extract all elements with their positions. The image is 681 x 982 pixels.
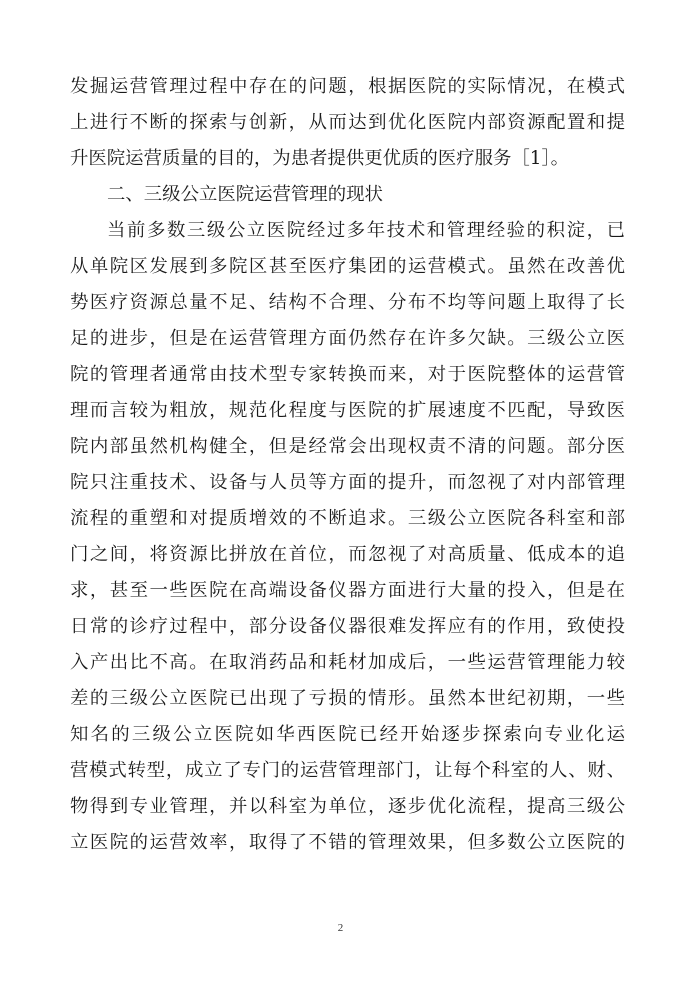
body-text-line: 知名的三级公立医院如华西医院已经开始逐步探索向专业化运 bbox=[70, 724, 625, 745]
page-number: 2 bbox=[337, 922, 344, 934]
body-text-line: 门之间，将资源比拼放在首位，而忽视了对高质量、低成本的追 bbox=[70, 544, 625, 565]
paragraph-first-line: 当前多数三级公立医院经过多年技术和管理经验的积淀，已 bbox=[107, 220, 625, 241]
body-text-line: 日常的诊疗过程中，部分设备仪器很难发挥应有的作用，致使投 bbox=[70, 616, 625, 637]
body-text-line: 势医疗资源总量不足、结构不合理、分布不均等问题上取得了长 bbox=[70, 292, 625, 313]
body-text-line: 营模式转型，成立了专门的运营管理部门，让每个科室的人、财、 bbox=[70, 760, 625, 781]
body-text-line: 升医院运营质量的目的，为患者提供更优质的医疗服务［1］。 bbox=[70, 148, 570, 169]
body-text-line: 理而言较为粗放，规范化程度与医院的扩展速度不匹配，导致医 bbox=[70, 400, 625, 421]
body-text-line: 从单院区发展到多院区甚至医疗集团的运营模式。虽然在改善优 bbox=[70, 256, 625, 277]
body-text-line: 院的管理者通常由技术型专家转换而来，对于医院整体的运营管 bbox=[70, 364, 625, 385]
body-text-line: 流程的重塑和对提质增效的不断追求。三级公立医院各科室和部 bbox=[70, 508, 625, 529]
body-text-line: 物得到专业管理，并以科室为单位，逐步优化流程，提高三级公 bbox=[70, 796, 625, 817]
section-heading: 二、三级公立医院运营管理的现状 bbox=[107, 184, 383, 205]
body-text-line: 院只注重技术、设备与人员等方面的提升，而忽视了对内部管理 bbox=[70, 472, 625, 493]
body-text-line: 足的进步，但是在运营管理方面仍然存在许多欠缺。三级公立医 bbox=[70, 328, 625, 349]
body-text-line: 差的三级公立医院已出现了亏损的情形。虽然本世纪初期，一些 bbox=[70, 688, 625, 709]
body-text-line: 上进行不断的探索与创新，从而达到优化医院内部资源配置和提 bbox=[70, 112, 625, 133]
body-text-line: 立医院的运营效率，取得了不错的管理效果，但多数公立医院的 bbox=[70, 832, 625, 853]
body-text-line: 求，甚至一些医院在高端设备仪器方面进行大量的投入，但是在 bbox=[70, 580, 625, 601]
body-text-line: 院内部虽然机构健全，但是经常会出现权责不清的问题。部分医 bbox=[70, 436, 625, 457]
body-text-line: 发掘运营管理过程中存在的问题，根据医院的实际情况，在模式 bbox=[70, 76, 625, 97]
body-text-line: 入产出比不高。在取消药品和耗材加成后，一些运营管理能力较 bbox=[70, 652, 625, 673]
